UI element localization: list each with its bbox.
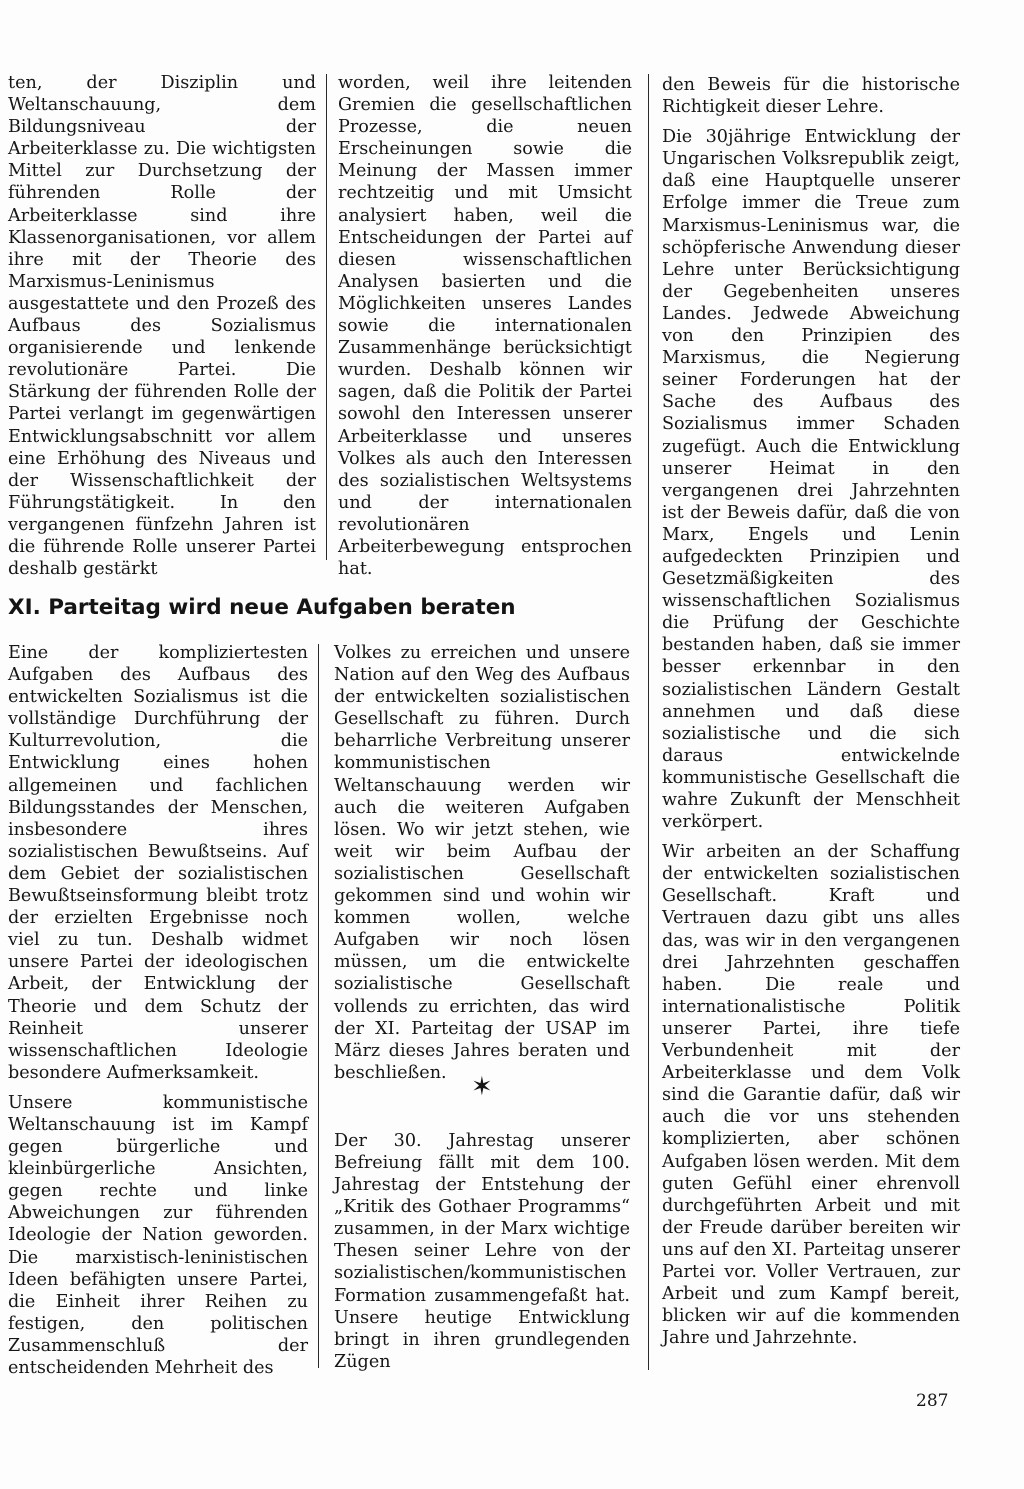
paragraph: ten, der Disziplin und Weltanschauung, dem Bildungsniveau der Arbeiterklasse zu. Die wichtigsten Mittel zur Durchsetzung der führenden Rolle der Arbeiterklasse sind ihre Klassenorganisationen, vor allem ihre mit der Theorie des Marxismus-Leninismus ausgestattete und den Prozeß des Aufbaus des Sozialismus organisierende und lenkende revolutionäre Partei. Die Stärkung der führenden Rolle der Partei verlangt im gegenwärtigen Entwicklungsabschnitt vor allem eine Erhöhung des Niveaus und der Wissenschaftlichkeit der Führungstätigkeit. In den vergangenen fünfzehn Jahren ist die führende Rolle unserer Partei deshalb gestärkt (8, 73, 316, 580)
paragraph: Wir arbeiten an der Schaffung der entwickelten sozialistischen Gesellschaft. Kraft und Vertrauen dazu gibt uns alles das, was wir in den vergangenen drei Jahrzehnten geschaffen haben. Die reale und internationalistische Politik unserer Partei, ihre tiefe Verbundenheit mit der Arbeiterklasse und dem Volk sind die Garantie dafür, daß wir auch die vor uns stehenden komplizierten, aber schönen Aufgaben lösen werden. Mit dem guten Gefühl einer ehrenvoll durchgeführten Arbeit und mit der Freude darüber bereiten wir uns auf den XI. Parteitag unserer Partei vor. Voller Vertrauen, zur Arbeit und zum Kampf bereit, blicken wir auf die kommenden Jahre und Jahrzehnte. (662, 842, 960, 1349)
column-divider (648, 74, 649, 1370)
paragraph: Unsere kommunistische Weltanschauung ist im Kampf gegen bürgerliche und kleinbürgerliche Ansichten, gegen rechte und linke Abweichungen zur führenden Ideologie der Nation geworden. Die marxistisch-leninistischen Ideen befähigten unsere Partei, die Einheit ihrer Reihen zu festigen, den politischen Zusammenschluß der entscheidenden Mehrheit des (8, 1092, 308, 1378)
lower-left-column (8, 642, 308, 1378)
paragraph: den Beweis für die historische Richtigkeit dieser Lehre. (662, 75, 960, 118)
right-column (662, 74, 960, 1374)
paragraph: Der 30. Jahrestag unserer Befreiung fällt mit dem 100. Jahrestag der Entstehung der „Kritik des Gothaer Programms“ zusammen, in der Marx wichtige Thesen seiner Lehre von der sozialistischen/kommunistischen Formation zusammengefaßt hat. Unsere heutige Entwicklung bringt in ihren grundlegenden Zügen (334, 1130, 630, 1372)
paragraph: worden, weil ihre leitenden Gremien die gesellschaftlichen Prozesse, die neuen Erscheinungen sowie die Meinung der Massen immer rechtzeitig und mit Umsicht analysiert haben, weil die Entscheidungen der Partei auf diesen wissenschaftlichen Analysen basierten und die Möglichkeiten unseres Landes sowie die internationalen Zusammenhänge berücksichtigt wurden. Deshalb können wir sagen, daß die Politik der Partei sowohl den Interessen unserer Arbeiterklasse und unseres Volkes als auch den Interessen des sozialistischen Weltsystems und der internationalen revolutionären Arbeiterbewegung entsprochen hat. (338, 73, 632, 580)
column-divider (326, 74, 327, 560)
paragraph: Die 30jährige Entwicklung der Ungarischen Volksrepublik zeigt, daß eine Hauptquelle unserer Erfolge immer die Treue zum Marxismus-Leninismus war, die schöpferische Anwendung dieser Lehre unter Berücksichtigung der Gegebenheiten unseres Landes. Jedwede Abweichung von den Prinzipien des Marxismus, die Negierung seiner Forderungen hat der Sache des Aufbaus des Sozialismus immer Schaden zugefügt. Auch die Entwicklung unserer Heimat in den vergangenen drei Jahrzehnten ist der Beweis dafür, daß die von Marx, Engels und Lenin aufgedeckten Prinzipien und Gesetzmäßigkeiten des wissenschaftlichen Sozialismus die Prüfung der Geschichte bestanden haben, daß sie immer besser erkennbar in den sozialistischen Ländern Gestalt annehmen und daß diese sozialistische und die sich daraus entwickelnde kommunistische Gesellschaft die wahre Zukunft der Menschheit verkörpert. (662, 127, 960, 833)
asterism-icon: ✶ (471, 1072, 493, 1102)
paragraph: Volkes zu erreichen und unsere Nation auf den Weg des Aufbaus der entwickelten sozialistischen Gesellschaft zu führen. Durch beharrliche Verbreitung unserer kommunistischen Weltanschauung werden wir auch die weiteren Aufgaben lösen. Wo wir jetzt stehen, wie weit wir beim Aufbau der sozialistischen Gesellschaft gekommen sind und wohin wir kommen wollen, welche Aufgaben wir noch lösen müssen, um die entwickelte sozialistische Gesellschaft vollends zu errichten, das wird der XI. Parteitag der USAP im März dieses Jahres beraten und beschließen. (334, 643, 630, 1083)
upper-left-column (8, 72, 316, 580)
paragraph: Eine der kompliziertesten Aufgaben des Aufbaus des entwickelten Sozialismus ist die vollständige Durchführung der Kulturrevolution, die Entwicklung eines hohen allgemeinen und fachlichen Bildungsstandes der Menschen, insbesondere ihres sozialistischen Bewußtseins. Auf dem Gebiet der sozialistischen Bewußtseinsformung bleibt trotz der erzielten Ergebnisse noch viel zu tun. Deshalb widmet unsere Partei der ideologischen Arbeit, der Entwicklung der Theorie und dem Schutz der Reinheit unserer wissenschaftlichen Ideologie besondere Aufmerksamkeit. (8, 643, 308, 1083)
page-number: 287 (916, 1391, 949, 1411)
upper-middle-column (338, 72, 632, 580)
column-divider (318, 644, 319, 1368)
section-heading: XI. Parteitag wird neue Aufgaben beraten (8, 595, 516, 620)
lower-middle-column (334, 642, 630, 1372)
